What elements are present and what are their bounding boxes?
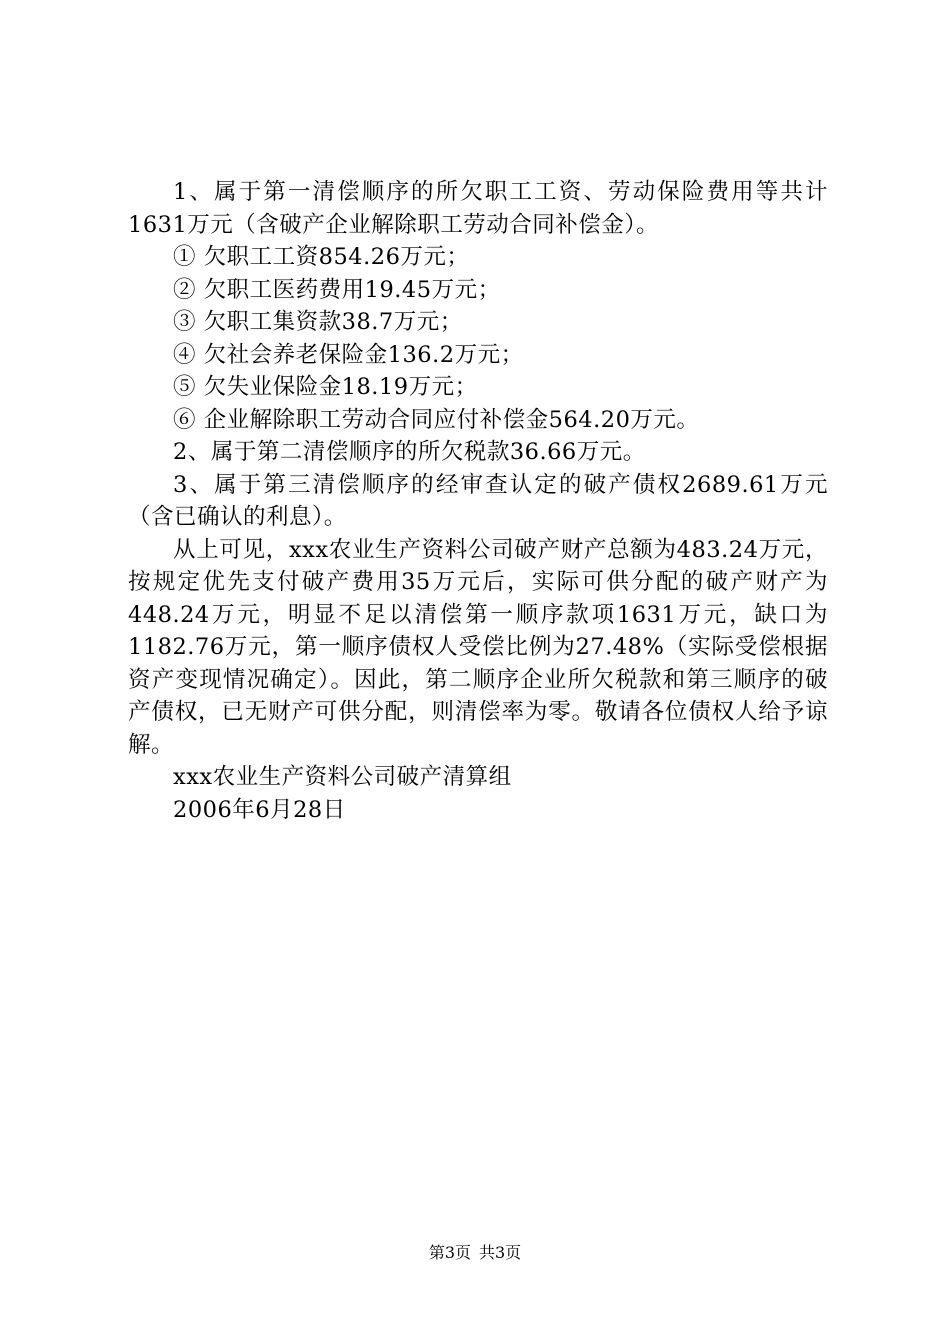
item-compensation: ⑥ 企业解除职工劳动合同应付补偿金564.20万元。 xyxy=(173,406,700,433)
item-medical: ② 欠职工医药费用19.45万元； xyxy=(173,276,501,303)
paragraph-conclusion: 从上可见，xxx农业生产资料公司破产财产总额为483.24万元，按规定优先支付破产费用35万元后，实际可供分配的破产财产为448.24万元，明显不足以清偿第一顺序款项1631万元，缺口为1182.76万元，第一顺序债权人受偿比例为27.48%（实际受偿根据资产变现情况确定）。因此，第二顺序企业所欠税款和第三顺序的破产债权，已无财产可供分配，则清偿率为零。敬请各位债权人给予谅解。 xyxy=(128,536,828,758)
page-total: 共3页 xyxy=(479,1243,522,1262)
item-wages: ① 欠职工工资854.26万元； xyxy=(173,244,470,270)
signature-date: 2006年6月28日 xyxy=(173,796,346,823)
paragraph-second-priority: 2、属于第二清偿顺序的所欠税款36.66万元。 xyxy=(173,439,646,465)
paragraph-third-priority: 3、属于第三清偿顺序的经审查认定的破产债权2689.61万元（含已确认的利息）。 xyxy=(128,471,828,530)
document-body xyxy=(128,176,828,826)
item-unemployment: ⑤ 欠失业保险金18.19万元； xyxy=(173,374,478,400)
paragraph-first-priority: 1、属于第一清偿顺序的所欠职工工资、劳动保险费用等共计1631万元（含破产企业解除职工劳动合同补偿金）。 xyxy=(128,179,828,238)
page-footer xyxy=(0,1243,950,1263)
page-number: 第3页 xyxy=(428,1243,471,1262)
item-fundraising: ③ 欠职工集资款38.7万元； xyxy=(173,309,463,335)
item-pension: ④ 欠社会养老保险金136.2万元； xyxy=(173,341,524,368)
signature-organization: xxx农业生产资料公司破产清算组 xyxy=(173,764,512,790)
